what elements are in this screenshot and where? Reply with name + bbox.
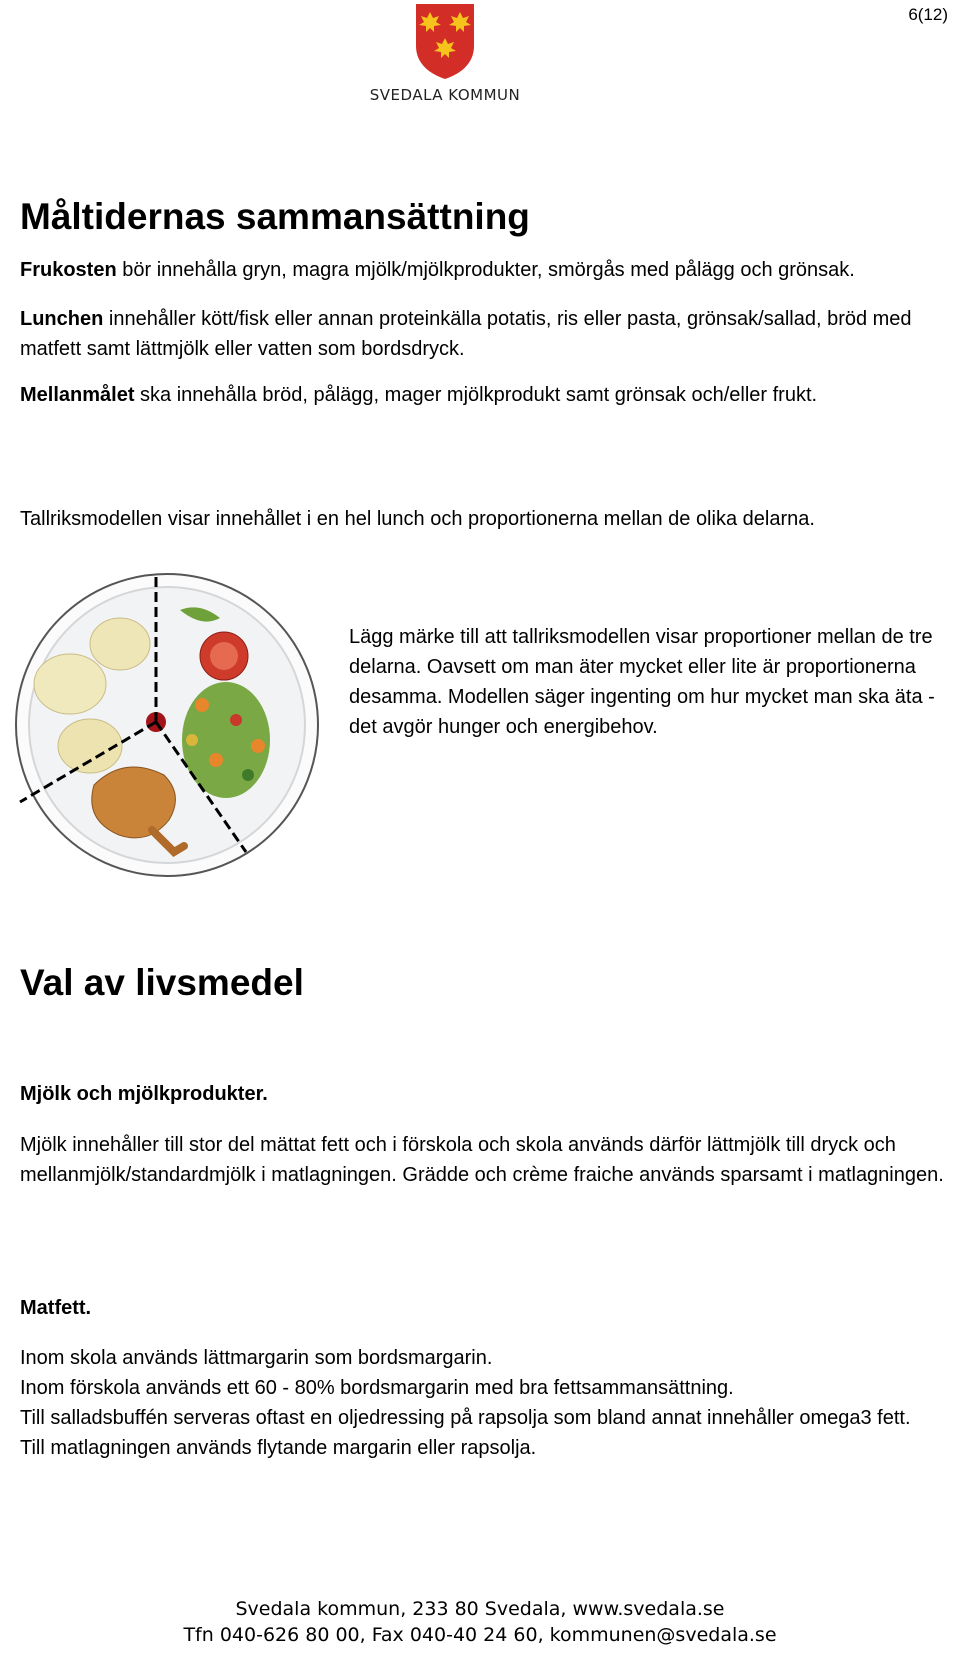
lunch-paragraph [20,304,945,364]
fat-list [20,1343,945,1463]
org-name: SVEDALA KOMMUN [369,86,521,104]
meals-heading: Måltidernas sammansättning [20,196,530,237]
snack-label: Mellanmålet [20,384,135,406]
plate-intro: Tallriksmodellen visar innehållet i en hel lunch och proportionerna mellan de olika delarna. [20,508,815,530]
maple-leaf-crest-icon [414,2,476,80]
breakfast-paragraph [20,255,945,285]
breakfast-text: bör innehålla gryn, magra mjölk/mjölkprodukter, smörgås med pålägg och grönsak. [116,259,855,281]
fat-subheading: Matfett. [20,1297,92,1319]
fat-line: Inom förskola används ett 60 - 80% bordsmargarin med bra fettsammansättning. [20,1377,734,1399]
lunch-text: innehåller kött/fisk eller annan proteinkälla potatis, ris eller pasta, grönsak/sallad, bröd med matfett samt lättmjölk eller vatten som bordsdryck. [20,308,912,360]
footer-address: Svedala kommun, 233 80 Svedala, www.svedala.se [235,1598,725,1620]
plate-note: Lägg märke till att tallriksmodellen visar proportioner mellan de tre delarna. Oavsett om man äter mycket eller lite är proportionerna desamma. Modellen säger ingenting om hur mycket man ska äta - det avgör hunger och energibehov. [349,626,935,738]
footer-contact: Tfn 040-626 80 00, Fax 040-40 24 60, kommunen@svedala.se [183,1624,777,1646]
milk-paragraph: Mjölk innehåller till stor del mättat fett och i förskola och skola används därför lättmjölk till dryck och mellanmjölk/standardmjölk i matlagningen. Grädde och crème fraiche används sparsamt i matlagningen. [20,1134,944,1186]
snack-paragraph [20,380,945,410]
municipality-logo [365,2,525,114]
page-number: 6(12) [908,5,948,24]
milk-subheading: Mjölk och mjölkprodukter. [20,1083,268,1105]
food-choice-heading: Val av livsmedel [20,962,304,1003]
fat-line: Till salladsbuffén serveras oftast en oljedressing på rapsolja som bland annat innehåller omega3 fett. [20,1407,911,1429]
breakfast-label: Frukosten [20,259,117,281]
fat-line: Inom skola används lättmargarin som bordsmargarin. [20,1347,493,1369]
snack-text: ska innehålla bröd, pålägg, mager mjölkprodukt samt grönsak och/eller frukt. [134,384,818,406]
plate-model-illustration [12,570,322,880]
lunch-label: Lunchen [20,308,104,330]
fat-line: Till matlagningen används flytande margarin eller rapsolja. [20,1437,537,1459]
